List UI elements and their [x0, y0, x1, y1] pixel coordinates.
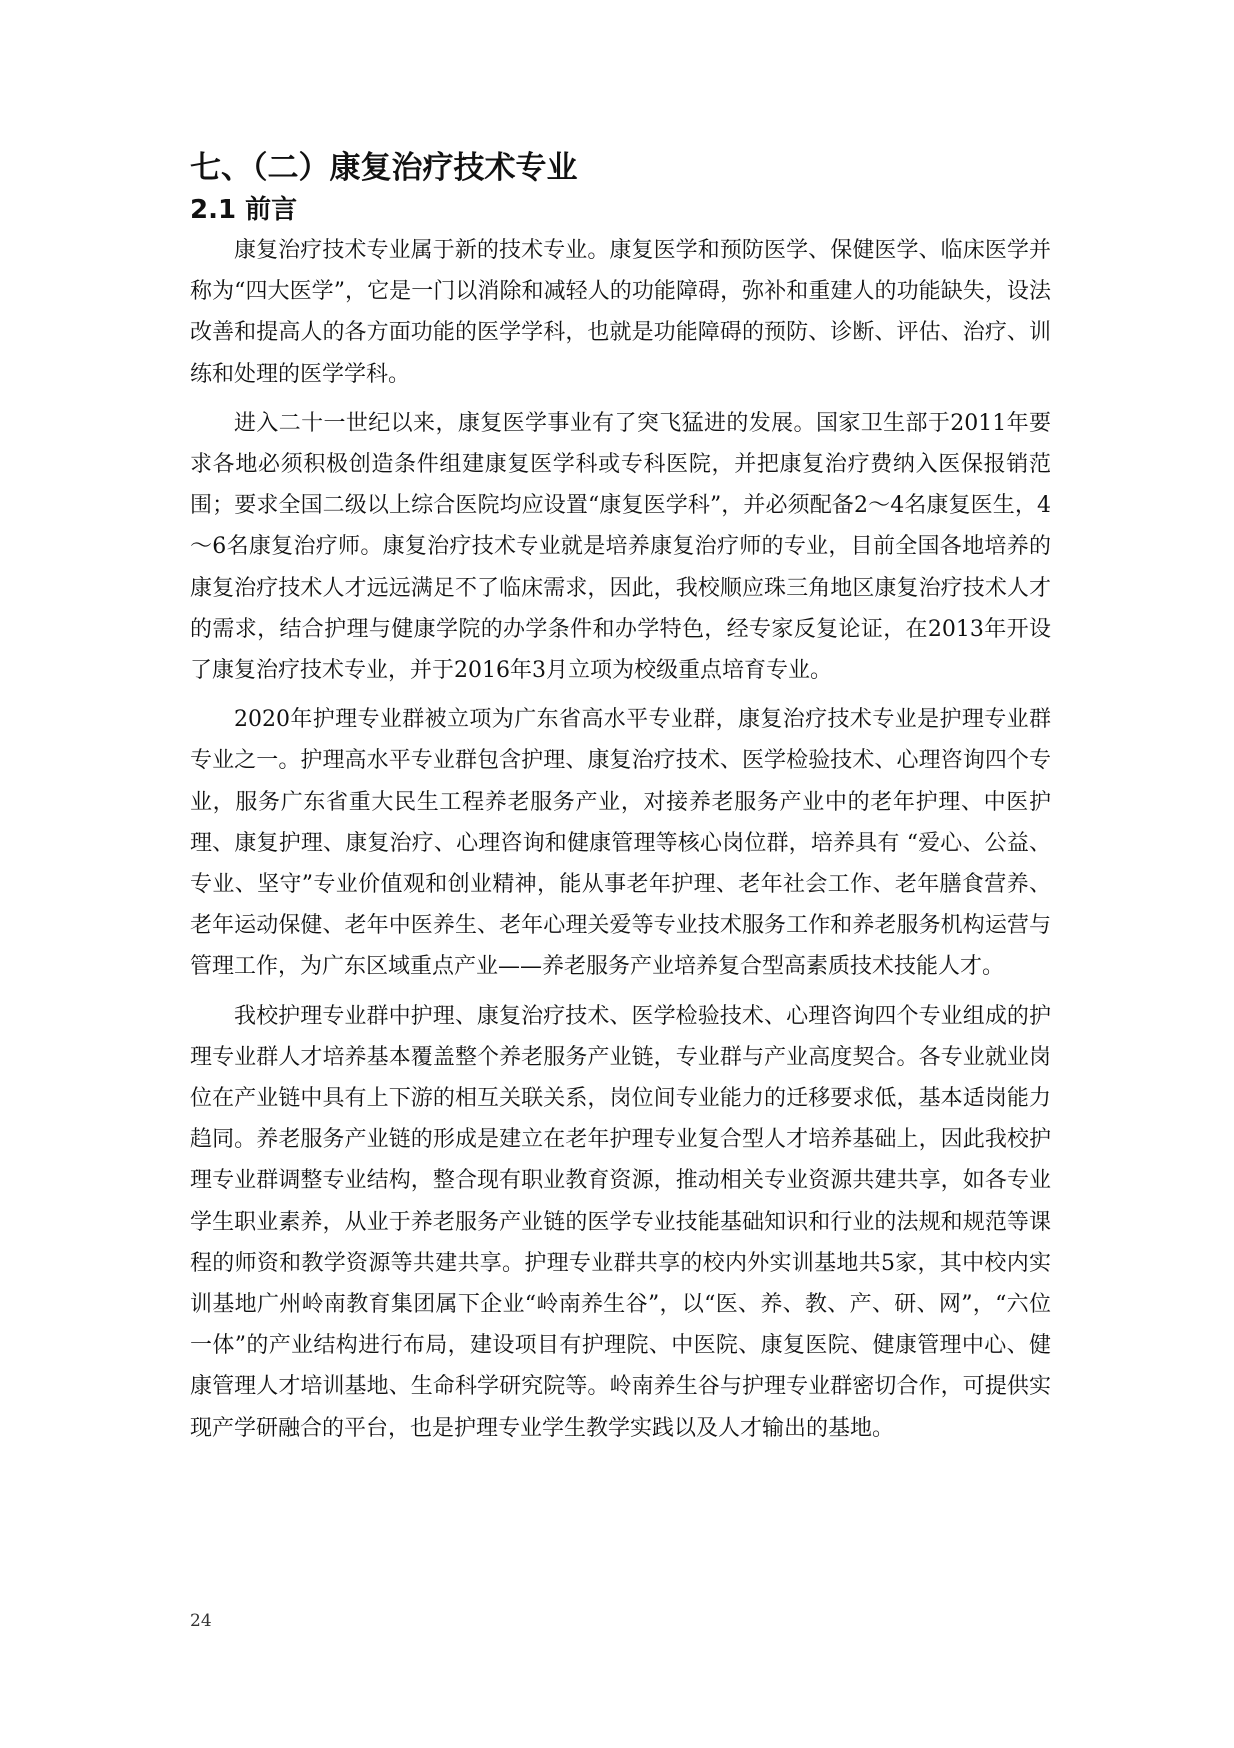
- paragraph: 我校护理专业群中护理、康复治疗技术、医学检验技术、心理咨询四个专业组成的护理专业群人才培养基本覆盖整个养老服务产业链，专业群与产业高度契合。各专业就业岗位在产业链中具有上下游的相互关联关系，岗位间专业能力的迁移要求低，基本适岗能力趋同。养老服务产业链的形成是建立在老年护理专业复合型人才培养基础上，因此我校护理专业群调整专业结构，整合现有职业教育资源，推动相关专业资源共建共享，如各专业学生职业素养，从业于养老服务产业链的医学专业技能基础知识和行业的法规和规范等课程的师资和教学资源等共建共享。护理专业群共享的校内外实训基地共5家，其中校内实训基地广州岭南教育集团属下企业“岭南养生谷”，以“医、养、教、产、研、网”，“六位一体”的产业结构进行布局，建设项目有护理院、中医院、康复医院、健康管理中心、健康管理人才培训基地、生命科学研究院等。岭南养生谷与护理专业群密切合作，可提供实现产学研融合的平台，也是护理专业学生教学实践以及人才输出的基地。: [190, 1003, 1051, 1441]
- section-title: 2.1 前言: [190, 195, 298, 225]
- paragraph: 康复治疗技术专业属于新的技术专业。康复医学和预防医学、保健医学、临床医学并称为“四大医学”，它是一门以消除和减轻人的功能障碍，弥补和重建人的功能缺失，设法改善和提高人的各方面功能的医学学科，也就是功能障碍的预防、诊断、评估、治疗、训练和处理的医学学科。: [190, 238, 1051, 387]
- paragraph: 2020年护理专业群被立项为广东省高水平专业群，康复治疗技术专业是护理专业群专业之一。护理高水平专业群包含护理、康复治疗技术、医学检验技术、心理咨询四个专业，服务广东省重大民生工程养老服务产业，对接养老服务产业中的老年护理、中医护理、康复护理、康复治疗、心理咨询和健康管理等核心岗位群，培养具有 “爱心、公益、专业、坚守”专业价值观和创业精神，能从事老年护理、老年社会工作、老年膳食营养、老年运动保健、老年中医养生、老年心理关爱等专业技术服务工作和养老服务机构运营与管理工作，为广东区域重点产业——养老服务产业培养复合型高素质技术技能人才。: [190, 707, 1051, 980]
- body-text: [190, 230, 1051, 1457]
- paragraph: 进入二十一世纪以来，康复医学事业有了突飞猛进的发展。国家卫生部于2011年要求各地必须积极创造条件组建康复医学科或专科医院，并把康复治疗费纳入医保报销范围；要求全国二级以上综合医院均应设置“康复医学科”，并必须配备2～4名康复医生，4～6名康复治疗师。康复治疗技术专业就是培养康复治疗师的专业，目前全国各地培养的康复治疗技术人才远远满足不了临床需求，因此，我校顺应珠三角地区康复治疗技术人才的需求，结合护理与健康学院的办学条件和办学特色，经专家反复论证，在2013年开设了康复治疗技术专业，并于2016年3月立项为校级重点培育专业。: [190, 410, 1051, 684]
- page-number: 24: [190, 1611, 212, 1631]
- chapter-title: 七、（二）康复治疗技术专业: [190, 150, 578, 186]
